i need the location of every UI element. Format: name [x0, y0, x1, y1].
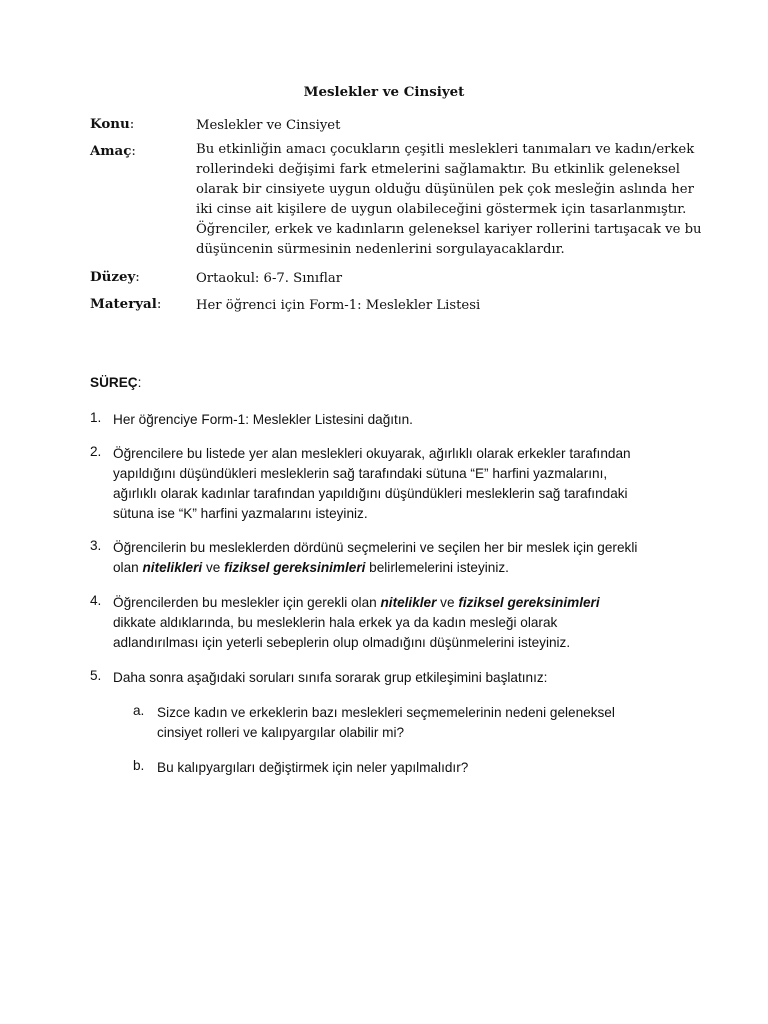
step-line: Öğrencilerin bu mesleklerden dördünü seçmelerini ve seçilen her bir meslek için gerekli: [113, 540, 638, 555]
question-text: [157, 703, 697, 743]
materyal-label: [90, 296, 161, 312]
question-line: Sizce kadın ve erkeklerin bazı meslekleri seçmemelerinin nedeni geleneksel: [157, 705, 615, 720]
step-line: sütuna ise “K” harfini yazmalarını isteyiniz.: [113, 506, 368, 521]
amac-line: düşüncenin sürmesinin nedenlerini sorgulayacaklardır.: [196, 242, 565, 257]
konu-value: Meslekler ve Cinsiyet: [196, 118, 341, 133]
step-line: Daha sonra aşağıdaki soruları sınıfa sorarak grup etkileşimini başlatınız:: [113, 670, 548, 685]
step-text: [113, 410, 693, 430]
konu-label-text: Konu: [90, 116, 130, 132]
duzey-colon: :: [135, 270, 140, 285]
materyal-value: Her öğrenci için Form-1: Meslekler Listesi: [196, 298, 481, 313]
amac-colon: :: [131, 144, 136, 159]
step-number: 3.: [90, 538, 102, 553]
process-heading: [90, 375, 141, 390]
amac-line: iki cinse ait kişilere de uygun olabileceğini göstermek için tasarlanmıştır.: [196, 202, 687, 217]
konu-colon: :: [129, 117, 135, 132]
step-line: [113, 593, 693, 613]
materyal-colon: :: [156, 297, 162, 312]
question-text: [157, 758, 697, 778]
step-text: [113, 444, 693, 524]
document-title: Meslekler ve Cinsiyet: [303, 84, 465, 100]
step-line: adlandırılması için yeterli sebeplerin olup olmadığını düşünmelerini isteyiniz.: [113, 635, 571, 650]
step-text-mid: ve: [436, 595, 459, 610]
step-number: 1.: [90, 410, 102, 425]
step-number: 4.: [90, 593, 102, 608]
step-text: [113, 668, 693, 688]
step-line: ağırlıklı olarak kadınlar tarafından yapıldığını düşündükleri mesleklerin sağ tarafındaki: [113, 486, 628, 501]
konu-label: [90, 116, 134, 132]
duzey-label-text: Düzey: [90, 269, 136, 285]
question-letter: b.: [133, 758, 145, 773]
step-line: [113, 558, 693, 578]
materyal-label-text: Materyal: [90, 296, 157, 312]
amac-line: rollerindeki değişimi fark etmelerini sağlamaktır. Bu etkinlik geleneksel: [196, 162, 680, 177]
question-line: Bu kalıpyargıları değiştirmek için neler yapılmalıdır?: [157, 760, 469, 775]
process-heading-text: SÜREÇ: [90, 375, 138, 390]
step-line: Her öğrenciye Form-1: Meslekler Listesini dağıtın.: [113, 412, 413, 427]
amac-line: Öğrenciler, erkek ve kadınların geleneksel kariyer rollerini tartışacak ve bu: [196, 222, 702, 237]
amac-line: olarak bir cinsiyete uygun olduğu düşünülen pek çok mesleğin aslında her: [196, 182, 694, 197]
question-line: cinsiyet rolleri ve kalıpyargılar olabilir mi?: [157, 725, 405, 740]
emphasis-nitelikleri: nitelikleri: [142, 560, 203, 575]
emphasis-nitelikler: nitelikler: [380, 595, 437, 610]
duzey-label: [90, 269, 140, 285]
process-heading-colon: :: [137, 375, 142, 390]
step-text-mid: ve: [202, 560, 225, 575]
step-text: [113, 593, 693, 653]
step-line: yapıldığını düşündükleri mesleklerin sağ tarafındaki sütuna “E” harfini yazmalarını,: [113, 466, 608, 481]
step-number: 5.: [90, 668, 102, 683]
amac-value: [196, 140, 702, 260]
step-line: Öğrencilere bu listede yer alan meslekleri okuyarak, ağırlıklı olarak erkekler tarafından: [113, 446, 631, 461]
amac-line: Bu etkinliğin amacı çocukların çeşitli meslekleri tanımaları ve kadın/erkek: [196, 142, 695, 157]
step-text: [113, 538, 693, 578]
duzey-value: Ortaokul: 6-7. Sınıflar: [196, 271, 343, 286]
amac-label: [90, 143, 136, 159]
amac-label-text: Amaç: [90, 143, 132, 159]
step-line: dikkate aldıklarında, bu mesleklerin hala erkek ya da kadın mesleği olarak: [113, 615, 558, 630]
step-text-pre: olan: [113, 560, 143, 575]
step-number: 2.: [90, 444, 102, 459]
step-text-pre: Öğrencilerden bu meslekler için gerekli olan: [113, 595, 381, 610]
question-letter: a.: [133, 703, 145, 718]
step-text-post: belirlemelerini isteyiniz.: [365, 560, 509, 575]
emphasis-fiziksel-gereksinimleri: fiziksel gereksinimleri: [224, 560, 366, 575]
emphasis-fiziksel-gereksinimleri: fiziksel gereksinimleri: [458, 595, 600, 610]
